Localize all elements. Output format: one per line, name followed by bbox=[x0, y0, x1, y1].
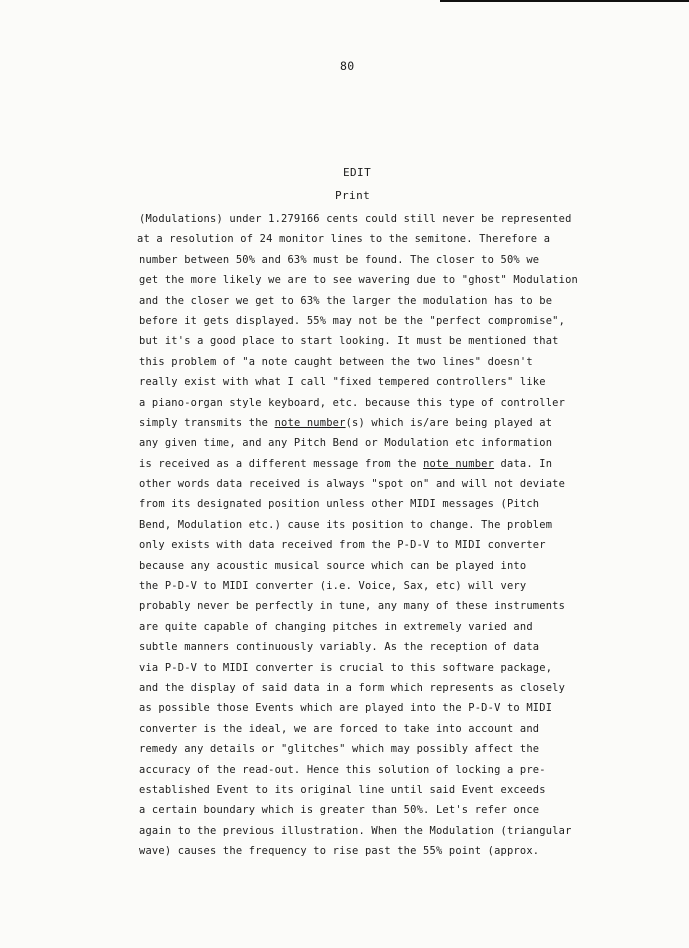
text-segment: a piano-organ style keyboard, etc. because this type of controller bbox=[139, 396, 566, 409]
text-segment: and the closer we get to 63% the larger the modulation has to be bbox=[139, 294, 553, 307]
text-segment: but it's a good place to start looking. It must be mentioned that bbox=[139, 335, 559, 348]
text-line bbox=[139, 250, 609, 270]
text-line bbox=[139, 821, 609, 841]
text-line bbox=[139, 474, 609, 494]
text-segment: only exists with data received from the P-D-V to MIDI converter bbox=[139, 539, 546, 552]
text-line bbox=[139, 270, 609, 290]
text-segment: because any acoustic musical source which can be played into bbox=[139, 559, 527, 572]
text-line bbox=[139, 372, 609, 392]
text-line bbox=[139, 535, 609, 555]
text-line bbox=[139, 433, 609, 453]
text-segment: established Event to its original line until said Event exceeds bbox=[139, 783, 546, 796]
text-segment: remedy any details or "glitches" which may possibly affect the bbox=[139, 743, 540, 756]
text-line bbox=[139, 678, 609, 698]
text-segment: again to the previous illustration. When the Modulation (triangular bbox=[139, 824, 572, 837]
text-line bbox=[139, 760, 609, 780]
text-line bbox=[139, 596, 609, 616]
text-segment: data. In bbox=[494, 457, 553, 470]
text-line bbox=[139, 637, 609, 657]
text-line bbox=[139, 311, 609, 331]
text-segment: get the more likely we are to see wavering due to "ghost" Modulation bbox=[139, 274, 578, 287]
text-segment: (s) which is/are being played at bbox=[345, 416, 553, 429]
body-text bbox=[139, 209, 609, 862]
text-segment: the P-D-V to MIDI converter (i.e. Voice, Sax, etc) will very bbox=[139, 580, 527, 593]
text-line bbox=[139, 780, 609, 800]
text-line bbox=[139, 331, 609, 351]
text-segment: this problem of "a note caught between the two lines" doesn't bbox=[139, 355, 533, 368]
page-number: 80 bbox=[340, 59, 355, 73]
text-line bbox=[139, 719, 609, 739]
text-line bbox=[139, 841, 609, 861]
text-line bbox=[139, 352, 609, 372]
section-title: EDIT bbox=[343, 166, 372, 179]
text-line bbox=[137, 229, 609, 249]
text-segment: from its designated position unless other MIDI messages (Pitch bbox=[139, 498, 540, 511]
text-line bbox=[139, 617, 609, 637]
text-segment: via P-D-V to MIDI converter is crucial to this software package, bbox=[139, 661, 553, 674]
text-segment: converter is the ideal, we are forced to take into account and bbox=[139, 722, 540, 735]
text-segment: probably never be perfectly in tune, any many of these instruments bbox=[139, 600, 566, 613]
section-subtitle: Print bbox=[335, 189, 371, 202]
scan-edge-line bbox=[440, 0, 689, 2]
text-segment: subtle manners continuously variably. As the reception of data bbox=[139, 641, 540, 654]
text-segment: simply transmits the bbox=[139, 416, 275, 429]
text-segment: accuracy of the read-out. Hence this solution of locking a pre- bbox=[139, 763, 546, 776]
text-line bbox=[139, 515, 609, 535]
text-segment: at a resolution of 24 monitor lines to the semitone. Therefore a bbox=[137, 233, 551, 246]
text-segment: before it gets displayed. 55% may not be the "perfect compromise", bbox=[139, 314, 566, 327]
text-line bbox=[139, 413, 609, 433]
text-line bbox=[139, 209, 609, 229]
text-line bbox=[139, 393, 609, 413]
text-segment: as possible those Events which are played into the P-D-V to MIDI bbox=[139, 702, 553, 715]
text-segment: other words data received is always "spot on" and will not deviate bbox=[139, 478, 566, 491]
text-line bbox=[139, 739, 609, 759]
text-segment: (Modulations) under 1.279166 cents could still never be represented bbox=[139, 213, 572, 225]
text-line bbox=[139, 576, 609, 596]
text-line bbox=[139, 556, 609, 576]
underlined-term: note number bbox=[423, 457, 495, 470]
text-line bbox=[139, 658, 609, 678]
underlined-term: note number bbox=[274, 416, 346, 429]
text-line bbox=[139, 800, 609, 820]
text-segment: Bend, Modulation etc.) cause its position to change. The problem bbox=[139, 518, 553, 531]
text-segment: really exist with what I call "fixed tempered controllers" like bbox=[139, 376, 546, 389]
text-segment: and the display of said data in a form which represents as closely bbox=[139, 681, 566, 694]
text-segment: is received as a different message from the bbox=[139, 457, 424, 470]
text-line bbox=[139, 454, 609, 474]
text-segment: any given time, and any Pitch Bend or Modulation etc information bbox=[139, 437, 553, 450]
text-line bbox=[139, 494, 609, 514]
text-line bbox=[139, 291, 609, 311]
text-segment: number between 50% and 63% must be found. The closer to 50% we bbox=[139, 253, 540, 266]
text-segment: wave) causes the frequency to rise past the 55% point (approx. bbox=[139, 845, 540, 858]
text-segment: a certain boundary which is greater than 50%. Let's refer once bbox=[139, 804, 540, 817]
text-segment: are quite capable of changing pitches in extremely varied and bbox=[139, 620, 533, 633]
text-line bbox=[139, 698, 609, 718]
